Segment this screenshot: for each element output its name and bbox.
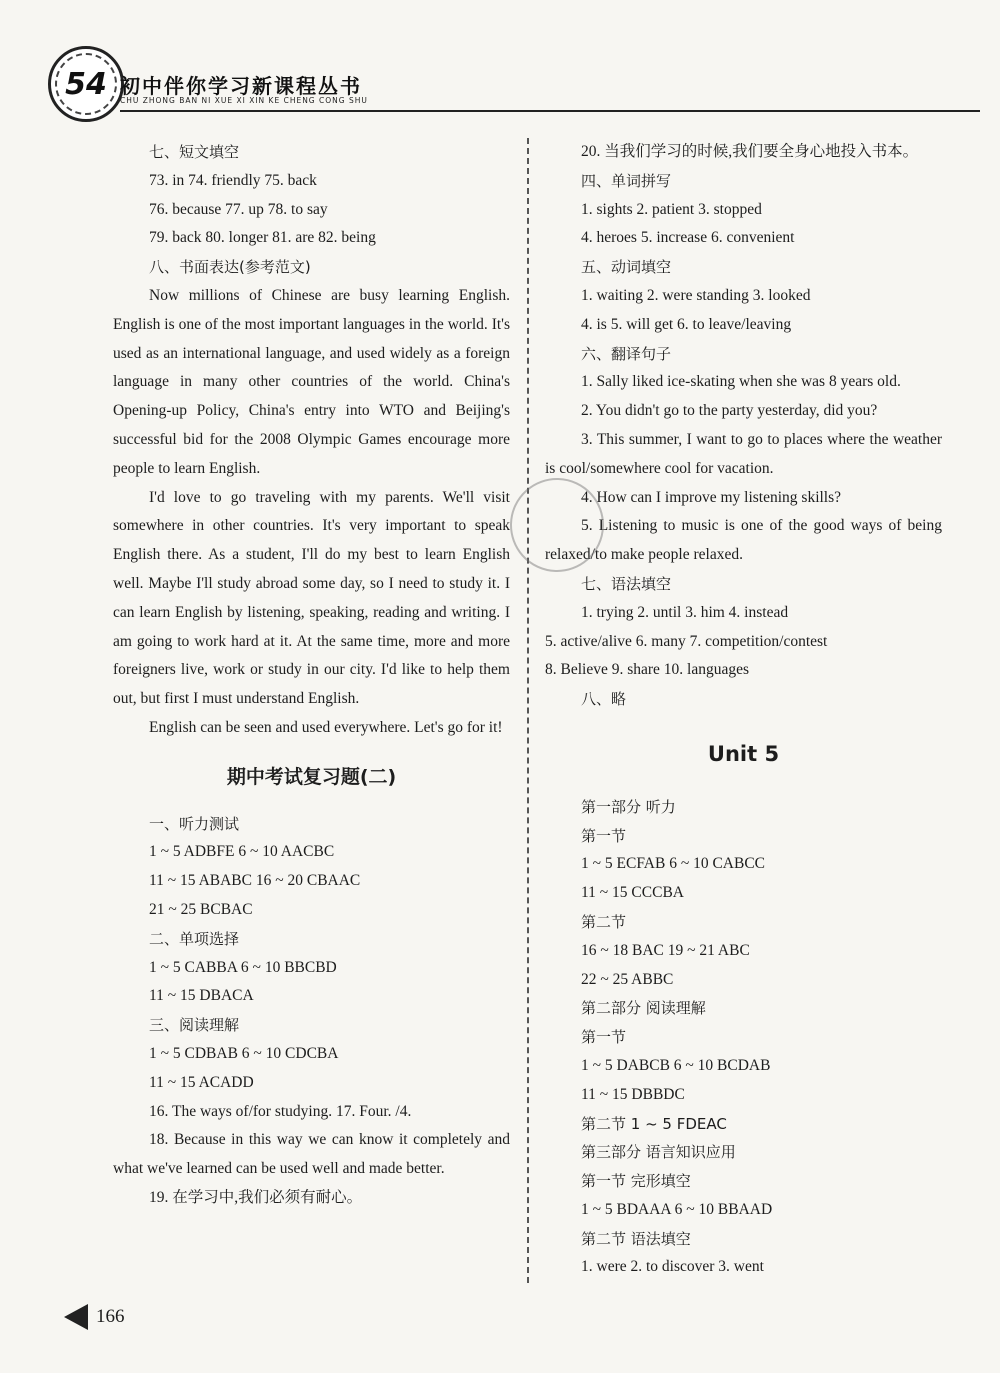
essay-paragraph: English can be seen and used everywhere. Let's go for it! [149,718,503,736]
answer-line: 11 ~ 15 CCCBA [581,884,684,902]
part-heading: 第三部分 语言知识应用 [581,1143,736,1162]
subsection-heading: 第二节 [581,912,627,931]
answer-line: 4. How can I improve my listening skills? [581,488,842,506]
answer-line: 21 ~ 25 BCBAC [149,900,253,918]
section-heading: 四、单词拼写 [581,171,672,190]
answer-line: 1. were 2. to discover 3. went [581,1258,764,1276]
answer-line: 1 ~ 5 CDBAB 6 ~ 10 CDCBA [149,1044,339,1062]
unit-title: Unit 5 [707,741,780,766]
answer-line: 1 ~ 5 BDAAA 6 ~ 10 BBAAD [581,1200,773,1218]
left-column [113,138,510,1213]
essay-paragraph: Now millions of Chinese are busy learning English. English is one of the most important languages in the world. It's used as an international language, and used widely as a foreign language in many other countries of the world. China's Opening-up Policy, China's entry into WTO and Beijing's successful bid for the 2008 Olympic Games encourage more people to learn English. [113,286,510,477]
answer-line: 4. heroes 5. increase 6. convenient [581,229,795,247]
answer-paragraph: 1. Sally liked ice-skating when she was 8 years old. [581,373,901,391]
right-column [545,138,942,1282]
part-heading: 第二部分 阅读理解 [581,999,706,1018]
answer-line: 11 ~ 15 DBBDC [581,1085,685,1103]
answer-line: 1 ~ 5 ECFAB 6 ~ 10 CABCC [581,855,766,873]
page-footer [64,1304,125,1330]
page-header [40,40,980,120]
series-logo-icon [48,46,124,122]
answer-line: 76. because 77. up 78. to say [149,200,328,218]
answer-line: 1 ~ 5 CABBA 6 ~ 10 BBCBD [149,958,337,976]
column-divider [527,138,529,1283]
answer-line: 11 ~ 15 DBACA [149,987,254,1005]
subsection-heading: 第二节 1 ~ 5 FDEAC [581,1114,727,1133]
section-heading: 七、短文填空 [149,143,240,161]
answer-line: 4. is 5. will get 6. to leave/leaving [581,315,792,333]
section-heading: 三、阅读理解 [149,1016,240,1035]
section-heading: 八、略 [581,690,627,709]
answer-paragraph: 18. Because in this way we can know it completely and what we've learned can be used well and made better. [113,1131,510,1178]
section-heading: 五、动词填空 [581,258,672,277]
series-pinyin: CHU ZHONG BAN NI XUE XI XIN KE CHENG CONG SHU [120,96,368,105]
answer-line: 1. trying 2. until 3. him 4. instead [581,603,789,621]
answer-line: 79. back 80. longer 81. are 82. being [149,229,376,247]
answer-paragraph: 3. This summer, I want to go to places where the weather is cool/somewhere cool for vacation. [545,430,942,477]
header-rule [120,110,980,112]
answer-line: 11 ~ 15 ABABC 16 ~ 20 CBAAC [149,872,361,890]
answer-paragraph: 5. Listening to music is one of the good ways of being relaxed/to make people relaxed. [545,517,942,564]
section-heading: 六、翻译句子 [581,344,672,363]
subsection-heading: 第二节 语法填空 [581,1229,691,1248]
subsection-heading: 第一节 [581,826,627,845]
answer-line: 11 ~ 15 ACADD [149,1073,254,1091]
essay-paragraph: I'd love to go traveling with my parents. We'll visit somewhere in other countries. It's very important to speak English there. As a student, I'll do my best to learn English well. Maybe I'll study abroad some day, so I need to study it. I can learn English by listening, speaking, reading and writing. I am going to work hard at it. At the same time, more and more foreigners live, work or study in our city. I'd like to help them out, but first I must understand English. [113,488,510,708]
answer-line: 1 ~ 5 DABCB 6 ~ 10 BCDAB [581,1056,771,1074]
answer-paragraph: 20. 当我们学习的时候,我们要全身心地投入书本。 [581,143,919,160]
answer-line: 1 ~ 5 ADBFE 6 ~ 10 AACBC [149,843,335,861]
subsection-heading: 第一节 完形填空 [581,1172,691,1191]
answer-line: 1. sights 2. patient 3. stopped [581,200,762,218]
answer-line: 16. The ways of/for studying. 17. Four. /4. [149,1102,412,1120]
answer-line: 1. waiting 2. were standing 3. looked [581,286,811,304]
answer-line: 22 ~ 25 ABBC [581,970,674,988]
part-heading: 第一部分 听力 [581,797,676,816]
logo-text: 54 [65,66,107,102]
answer-line: 73. in 74. friendly 75. back [149,171,317,189]
section-heading: 八、书面表达(参考范文) [149,258,311,277]
answer-line: 2. You didn't go to the party yesterday, did you? [581,402,878,420]
series-title: 初中伴你学习新课程丛书 [120,74,362,98]
review-title: 期中考试复习题(二) [226,765,397,788]
subsection-heading: 第一节 [581,1028,627,1047]
section-heading: 二、单项选择 [149,929,240,948]
page-number: 166 [96,1306,125,1327]
answer-line: 5. active/alive 6. many 7. competition/contest [545,632,828,650]
arrow-left-icon [64,1304,88,1330]
section-heading: 七、语法填空 [581,574,672,593]
section-heading: 一、听力测试 [149,814,240,833]
answer-line: 19. 在学习中,我们必须有耐心。 [149,1188,363,1206]
answer-line: 8. Believe 9. share 10. languages [545,661,750,679]
answer-line: 16 ~ 18 BAC 19 ~ 21 ABC [581,941,750,959]
